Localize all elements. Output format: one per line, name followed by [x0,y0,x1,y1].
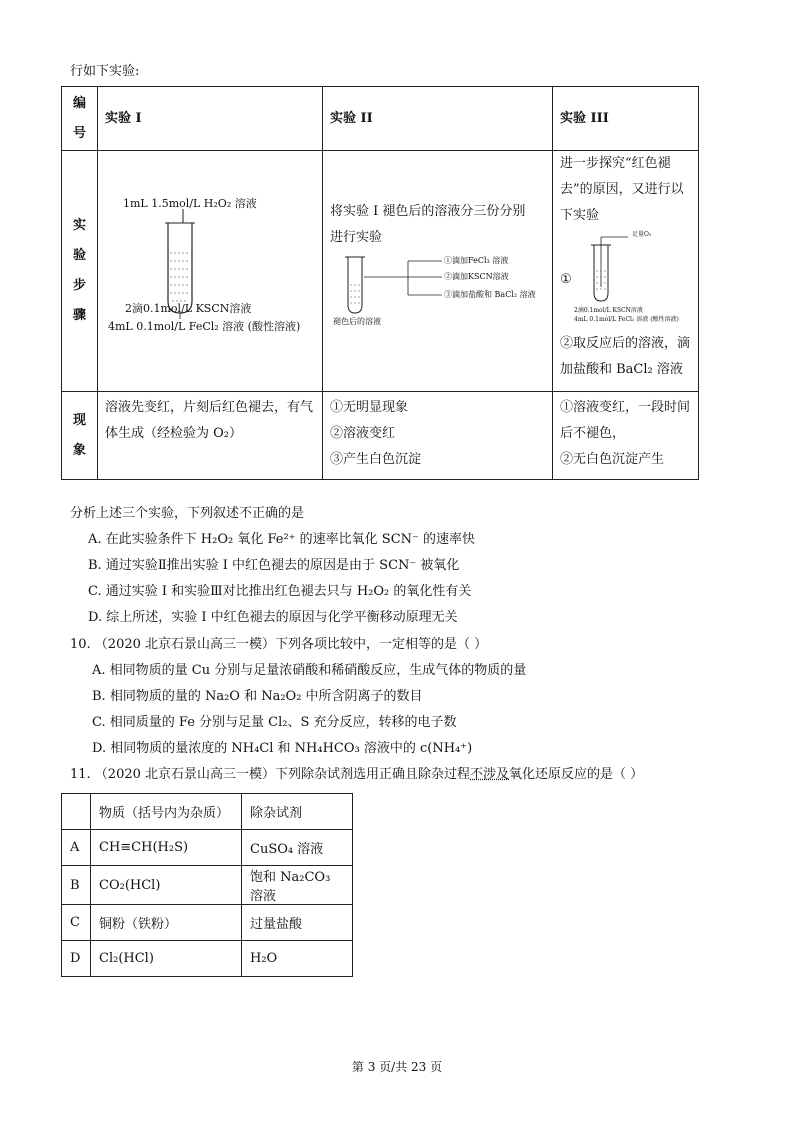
exp1-h2o2-label: 1mL 1.5mol/L H₂O₂ 溶液 [123,197,257,210]
analysis-stem: 分析上述三个实验，下列叙述不正确的是 [70,506,305,521]
table-row [62,941,353,977]
table-row [62,830,353,866]
exp2-branch-3: ③滴加盐酸和 BaCl₂ 溶液 [444,290,536,299]
exp3-steps-text: 进一步探究“红色褪去”的原因，又进行以下实验 [560,156,684,223]
impurity-table [61,793,353,977]
intro-text: 行如下实验: [70,64,140,79]
exp2-phenomenon-1: ①无明显现象 [330,400,409,415]
q11-row-a-substance: CH≡CH(H₂S) [91,830,242,866]
exp1-kscn-label: 2滴0.1mol/L KSCN溶液 [125,302,252,315]
exp1-steps-cell [98,151,323,392]
q11-stem [70,766,643,784]
q11-stem-a: 11. （2020 北京石景山高三一模）下列除杂试剂选用正确且除杂过程 [70,767,471,782]
header-exp1: 实验 I [98,87,323,151]
exp2-phenomena-cell [323,392,553,480]
q11-row-b-label: B [62,866,91,905]
q10-stem: 10. （2020 北京石景山高三一模）下列各项比较中，一定相等的是（ ） [70,637,488,652]
exp2-tube-label: 褪色后的溶液 [333,317,381,326]
exp3-phenomenon-2: ②无白色沉淀产生 [560,452,665,467]
page-footer: 第 3 页/共 23 页 [351,1060,443,1074]
exp2-steps-text: 将实验 I 褪色后的溶液分三份分别进行实验 [330,204,526,245]
header-exp3: 实验 III [553,87,699,151]
q11-stem-b: 氧化还原反应的是（ ） [509,767,644,782]
q11-row-d-reagent: H₂O [242,941,353,977]
q11-header-0 [62,794,91,830]
q11-header-2: 除杂试剂 [242,794,353,830]
q11-row-b-reagent: 饱和 Na₂CO₃ 溶液 [242,866,353,905]
table-row [62,905,353,941]
exp1-fecl2-label: 4mL 0.1mol/L FeCl₂ 溶液 (酸性溶液) [108,320,301,333]
q11-header-1: 物质（括号内为杂质） [91,794,242,830]
q11-row-d-substance: Cl₂(HCl) [91,941,242,977]
q11-row-d-label: D [62,941,91,977]
exp3-tube-label-1: 2滴0.1mol/L KSCN溶液 [574,307,643,314]
exp2-branch-2: ②滴加KSCN溶液 [444,272,509,281]
exp3-marker: ① [560,272,572,287]
q11-row-a-reagent: CuSO₄ 溶液 [242,830,353,866]
analysis-option-d: D. 综上所述，实验 I 中红色褪去的原因与化学平衡移动原理无关 [88,610,458,625]
exp3-tube-label-2: 4mL 0.1mol/L FeCl₂ 溶液 (酸性溶液) [574,316,679,323]
q10-option-b: B. 相同物质的量的 Na₂O 和 Na₂O₂ 中所含阴离子的数目 [92,689,423,704]
exp3-phenomenon-1: ①溶液变红，一段时间后不褪色， [560,400,691,441]
analysis-option-c: C. 通过实验 I 和实验Ⅲ对比推出红色褪去只与 H₂O₂ 的氧化性有关 [88,584,472,599]
q10-option-c: C. 相同质量的 Fe 分别与足量 Cl₂、S 充分反应，转移的电子数 [92,715,457,730]
row-label-steps: 实验步骤 [62,151,98,392]
exp3-gas-label: 足量O₂ [632,231,652,238]
exp2-phenomenon-2: ②溶液变红 [330,426,396,441]
exp2-phenomenon-3: ③产生白色沉淀 [330,452,422,467]
q11-row-a-label: A [62,830,91,866]
exp2-branch-1: ①滴加FeCl₃ 溶液 [444,256,509,265]
row-label-phenomena: 现象 [62,392,98,480]
q11-row-b-substance: CO₂(HCl) [91,866,242,905]
exp1-phenomena: 溶液先变红，片刻后红色褪去，有气体生成（经检验为 O₂） [98,392,323,480]
header-exp2: 实验 II [323,87,553,151]
exp3-phenomena-cell [553,392,699,480]
experiment-table [61,86,699,480]
q11-row-c-label: C [62,905,91,941]
q11-row-c-substance: 铜粉（铁粉） [91,905,242,941]
analysis-option-a: A. 在此实验条件下 H₂O₂ 氧化 Fe²⁺ 的速率比氧化 SCN⁻ 的速率快 [88,532,476,547]
q10-option-a: A. 相同物质的量 Cu 分别与足量浓硝酸和稀硝酸反应，生成气体的物质的量 [92,663,527,678]
analysis-option-b: B. 通过实验Ⅱ推出实验 I 中红色褪去的原因是由于 SCN⁻ 被氧化 [88,558,460,573]
exp3-steps-cell [553,151,699,392]
exp2-steps-cell [323,151,553,392]
q11-stem-emphasis: 不涉及 [470,767,510,782]
q11-row-c-reagent: 过量盐酸 [242,905,353,941]
table-row [62,866,353,905]
exp3-step2: ②取反应后的溶液，滴加盐酸和 BaCl₂ 溶液 [560,336,691,377]
test-tube-gas-icon [582,235,652,305]
header-number: 编号 [62,87,98,151]
q10-option-d: D. 相同物质的量浓度的 NH₄Cl 和 NH₄HCO₃ 溶液中的 c(NH₄⁺) [92,741,473,756]
